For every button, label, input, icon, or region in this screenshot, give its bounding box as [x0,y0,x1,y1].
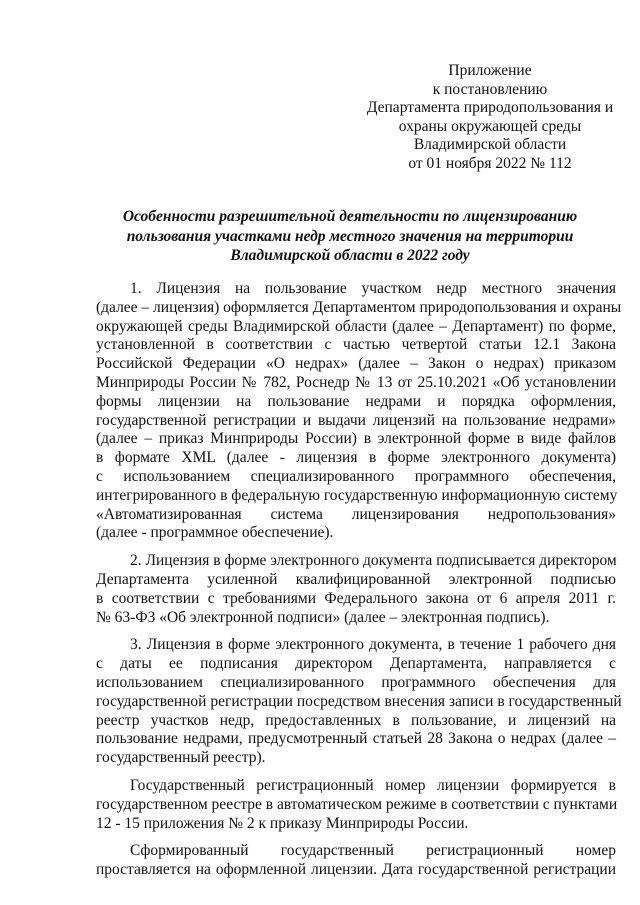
text-line: пользование недрами, предусмотренный статьей 28 Закона о недрах (далее – [96,730,616,748]
annex-line: от 01 ноября 2022 № 112 [408,154,572,172]
text-line: Государственный регистрационный номер лицензии формируется в [130,776,616,794]
document-body [96,280,622,889]
text-line: (далее - программное обеспечение). [96,524,334,542]
annex-line: Приложение [448,62,532,79]
paragraph-1 [96,280,622,543]
paragraph-2 [96,552,616,627]
text-line: использованием специализированного программного обеспечения для [96,673,616,691]
text-line: (далее – приказ Минприроды России) в электронной форме в виде файлов [96,430,616,448]
text-line: 2. Лицензия в форме электронного документа подписывается директором [130,552,617,570]
text-line: с использованием специализированного программного обеспечения, [96,467,616,485]
text-line: государственный реестр). [96,749,266,767]
text-line: реестр участков недр, предоставленных в пользование, и лицензий на [96,711,616,729]
text-line: Департамента усиленной квалифицированной электронной подписью [96,570,616,588]
paragraph-3 [96,636,622,768]
text-line: 3. Лицензия в форме электронного документа, в течение 1 рабочего дня [130,636,616,654]
text-line: интегрированного в федеральную государственную информационную систему [96,486,618,504]
annex-line: Департамента природопользования и [366,99,614,117]
text-line: окружающей среды Владимирской области (далее – Департамент) по форме, [96,317,616,335]
annex-line: к постановлению [432,80,548,98]
text-line: «Автоматизированная система лицензирования недропользования» [96,505,616,523]
title-line: Особенности разрешительной деятельности по лицензированию [122,208,578,225]
annex-header [340,62,640,174]
paragraph-4 [96,777,616,833]
text-line: (далее – лицензия) оформляется Департаментом природопользования и охраны [96,298,622,316]
text-line: проставляется на оформленной лицензии. Дата государственной регистрации [96,861,616,879]
text-line: государственной регистрации посредством внесения записи в государственный [96,692,622,710]
text-line: государственном реестре в автоматическом режиме в соответствии с пунктами [96,795,618,813]
text-line: в формате XML (далее - лицензия в форме электронного документа) [96,449,616,467]
text-line: Российской Федерации «О недрах» (далее – Закон о недрах) приказом [96,355,616,373]
annex-line: Владимирской области [413,136,567,154]
annex-line: охраны окружающей среды [398,117,582,135]
title-line: пользования участками недр местного значения на территории [126,227,574,245]
document-title [96,207,604,266]
paragraph-5 [96,842,616,880]
title-line: Владимирской области в 2022 году [230,247,470,264]
text-line: формы лицензии на пользование недрами и порядка оформления, [96,392,616,410]
text-line: 12 - 15 приложения № 2 к приказу Минприроды России. [96,814,469,832]
text-line: установленной в соответствии с частью четвертой статьи 12.1 Закона [96,336,616,354]
text-line: Минприроды России № 782, Роснедр № 13 от 25.10.2021 «Об установлении [96,373,616,391]
text-line: государственной регистрации и выдачи лицензий на пользование недрами» [96,411,616,429]
text-line: 1. Лицензия на пользование участком недр местного значения [130,280,616,297]
text-line: Сформированный государственный регистрационный номер [130,842,616,860]
text-line: в соответствии с требованиями Федерального закона от 6 апреля 2011 г. [96,589,616,607]
text-line: № 63-ФЗ «Об электронной подписи» (далее – электронная подпись). [96,608,550,626]
text-line: с даты ее подписания директором Департамента, направляется с [96,655,616,673]
